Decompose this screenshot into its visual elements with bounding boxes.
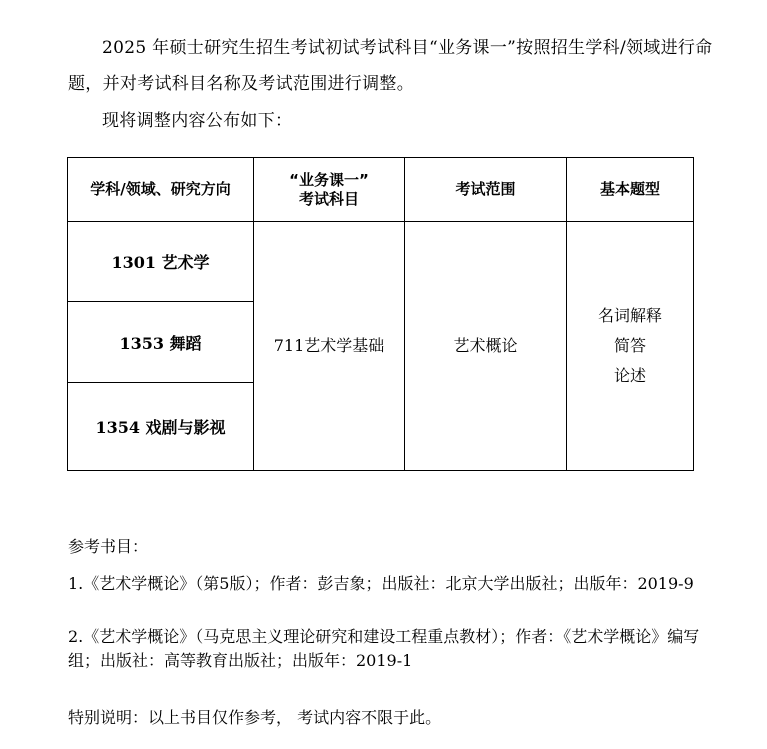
reference-item: 1.《艺术学概论》（第5版）；作者：彭吉象；出版社：北京大学出版社；出版年：2019-9 [68,574,694,593]
header-scope: 考试范围 [405,158,567,222]
header-subject-line1: “业务课一” [289,170,369,189]
announce-line: 现将调整内容公布如下： [102,111,293,131]
header-discipline: 学科/领域、研究方向 [68,158,254,222]
scope-cell: 艺术概论 [405,222,567,471]
question-type: 简答 [613,336,646,355]
table-row [68,222,694,302]
intro-paragraph: 2025 年硕士研究生招生考试初试考试科目“业务课一”按照招生学科/领域进行命题，并对考试科目名称及考试范围进行调整。 [68,38,713,94]
special-note: 特别说明：以上书目仅作参考， 考试内容不限于此。 [68,708,442,727]
question-types-cell [567,222,694,471]
question-type: 名词解释 [597,306,662,325]
header-subject-line2: 考试科目 [298,189,359,208]
discipline-cell: 1353 舞蹈 [68,302,254,383]
table-header-row [68,158,694,222]
references-title: 参考书目： [68,537,149,556]
header-question-types: 基本题型 [567,158,694,222]
header-subject [254,158,405,222]
discipline-cell: 1301 艺术学 [68,222,254,302]
exam-subject-table [67,157,694,471]
reference-item: 2.《艺术学概论》（马克思主义理论研究和建设工程重点教材）；作者：《艺术学概论》编写组；出版社：高等教育出版社；出版年：2019-1 [68,627,700,670]
subject-cell: 711艺术学基础 [254,222,405,471]
discipline-cell: 1354 戏剧与影视 [68,383,254,471]
question-type: 论述 [613,366,646,385]
